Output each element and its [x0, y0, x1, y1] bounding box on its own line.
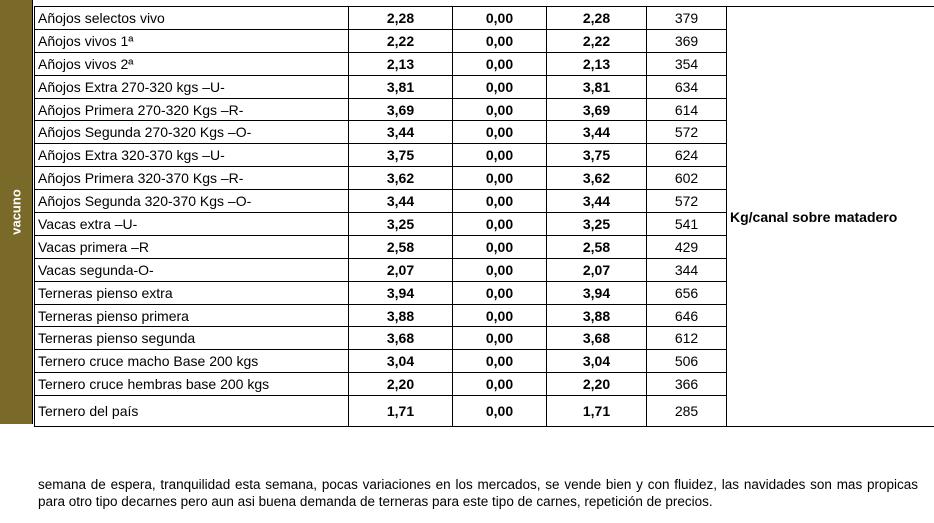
pesetas-price-cell: 572: [647, 121, 727, 144]
product-name-cell: Vacas extra –U-: [35, 213, 349, 236]
product-name-cell: Añojos Segunda 320-370 Kgs –O-: [35, 190, 349, 213]
pesetas-price-cell: 285: [647, 396, 727, 427]
price-change-cell: 0,00: [453, 29, 547, 52]
price-change-cell: 0,00: [453, 304, 547, 327]
previous-price-cell: 3,75: [349, 144, 453, 167]
previous-price-cell: 2,07: [349, 258, 453, 281]
pesetas-price-cell: 344: [647, 258, 727, 281]
category-label: vacuno: [8, 189, 24, 235]
pesetas-price-cell: 572: [647, 190, 727, 213]
previous-price-cell: 2,28: [349, 7, 453, 30]
product-name-cell: Vacas primera –R: [35, 235, 349, 258]
current-price-cell: 2,13: [547, 52, 647, 75]
category-sidebar: [0, 0, 33, 424]
price-table: [34, 6, 934, 427]
current-price-cell: 2,20: [547, 373, 647, 396]
current-price-cell: 3,88: [547, 304, 647, 327]
price-change-cell: 0,00: [453, 350, 547, 373]
price-change-cell: 0,00: [453, 167, 547, 190]
previous-price-cell: 3,68: [349, 327, 453, 350]
price-change-cell: 0,00: [453, 258, 547, 281]
product-name-cell: Añojos vivos 1ª: [35, 29, 349, 52]
previous-price-cell: 3,69: [349, 98, 453, 121]
price-change-cell: 0,00: [453, 7, 547, 30]
current-price-cell: 3,25: [547, 213, 647, 236]
product-name-cell: Ternero cruce macho Base 200 kgs: [35, 350, 349, 373]
pesetas-price-cell: 614: [647, 98, 727, 121]
product-name-cell: Vacas segunda-O-: [35, 258, 349, 281]
price-change-cell: 0,00: [453, 396, 547, 427]
current-price-cell: 3,04: [547, 350, 647, 373]
previous-price-cell: 3,04: [349, 350, 453, 373]
product-name-cell: Ternero cruce hembras base 200 kgs: [35, 373, 349, 396]
previous-price-cell: 3,25: [349, 213, 453, 236]
price-change-cell: 0,00: [453, 144, 547, 167]
current-price-cell: 3,94: [547, 281, 647, 304]
previous-price-cell: 3,44: [349, 190, 453, 213]
pesetas-price-cell: 624: [647, 144, 727, 167]
pesetas-price-cell: 506: [647, 350, 727, 373]
product-name-cell: Terneras pienso primera: [35, 304, 349, 327]
price-change-cell: 0,00: [453, 373, 547, 396]
product-name-cell: Añojos selectos vivo: [35, 7, 349, 30]
product-name-cell: Terneras pienso segunda: [35, 327, 349, 350]
previous-price-cell: 2,13: [349, 52, 453, 75]
unit-note-cell: Kg/canal sobre matadero: [727, 7, 934, 427]
price-change-cell: 0,00: [453, 121, 547, 144]
product-name-cell: Añojos Extra 270-320 kgs –U-: [35, 75, 349, 98]
pesetas-price-cell: 369: [647, 29, 727, 52]
pesetas-price-cell: 612: [647, 327, 727, 350]
pesetas-price-cell: 366: [647, 373, 727, 396]
price-change-cell: 0,00: [453, 213, 547, 236]
previous-price-cell: 3,94: [349, 281, 453, 304]
previous-price-cell: 1,71: [349, 396, 453, 427]
price-change-cell: 0,00: [453, 75, 547, 98]
price-change-cell: 0,00: [453, 327, 547, 350]
previous-price-cell: 3,44: [349, 121, 453, 144]
current-price-cell: 3,69: [547, 98, 647, 121]
pesetas-price-cell: 379: [647, 7, 727, 30]
price-change-cell: 0,00: [453, 98, 547, 121]
previous-price-cell: 2,20: [349, 373, 453, 396]
previous-price-cell: 3,62: [349, 167, 453, 190]
market-commentary: semana de espera, tranquilidad esta semana, pocas variaciones en los mercados, se vende bien y con fluidez, las navidades son mas propicas para otro tipo decarnes pero aun asi buena demanda de terneras para este tipo de carnes, repetición de precios.: [38, 476, 918, 509]
pesetas-price-cell: 634: [647, 75, 727, 98]
current-price-cell: 2,58: [547, 235, 647, 258]
pesetas-price-cell: 429: [647, 235, 727, 258]
current-price-cell: 2,28: [547, 7, 647, 30]
product-name-cell: Ternero del país: [35, 396, 349, 427]
previous-price-cell: 2,22: [349, 29, 453, 52]
product-name-cell: Añojos Primera 320-370 Kgs –R-: [35, 167, 349, 190]
pesetas-price-cell: 602: [647, 167, 727, 190]
current-price-cell: 2,22: [547, 29, 647, 52]
current-price-cell: 3,44: [547, 190, 647, 213]
product-name-cell: Añojos Extra 320-370 kgs –U-: [35, 144, 349, 167]
price-change-cell: 0,00: [453, 52, 547, 75]
pesetas-price-cell: 646: [647, 304, 727, 327]
current-price-cell: 3,44: [547, 121, 647, 144]
product-name-cell: Añojos Primera 270-320 Kgs –R-: [35, 98, 349, 121]
previous-price-cell: 3,88: [349, 304, 453, 327]
previous-price-cell: 2,58: [349, 235, 453, 258]
previous-price-cell: 3,81: [349, 75, 453, 98]
current-price-cell: 3,81: [547, 75, 647, 98]
current-price-cell: 1,71: [547, 396, 647, 427]
product-name-cell: Añojos Segunda 270-320 Kgs –O-: [35, 121, 349, 144]
price-table-body: [35, 7, 934, 427]
pesetas-price-cell: 656: [647, 281, 727, 304]
current-price-cell: 3,68: [547, 327, 647, 350]
price-change-cell: 0,00: [453, 235, 547, 258]
current-price-cell: 2,07: [547, 258, 647, 281]
table-row: [35, 7, 934, 30]
current-price-cell: 3,62: [547, 167, 647, 190]
pesetas-price-cell: 541: [647, 213, 727, 236]
product-name-cell: Añojos vivos 2ª: [35, 52, 349, 75]
current-price-cell: 3,75: [547, 144, 647, 167]
pesetas-price-cell: 354: [647, 52, 727, 75]
price-change-cell: 0,00: [453, 190, 547, 213]
product-name-cell: Terneras pienso extra: [35, 281, 349, 304]
price-change-cell: 0,00: [453, 281, 547, 304]
